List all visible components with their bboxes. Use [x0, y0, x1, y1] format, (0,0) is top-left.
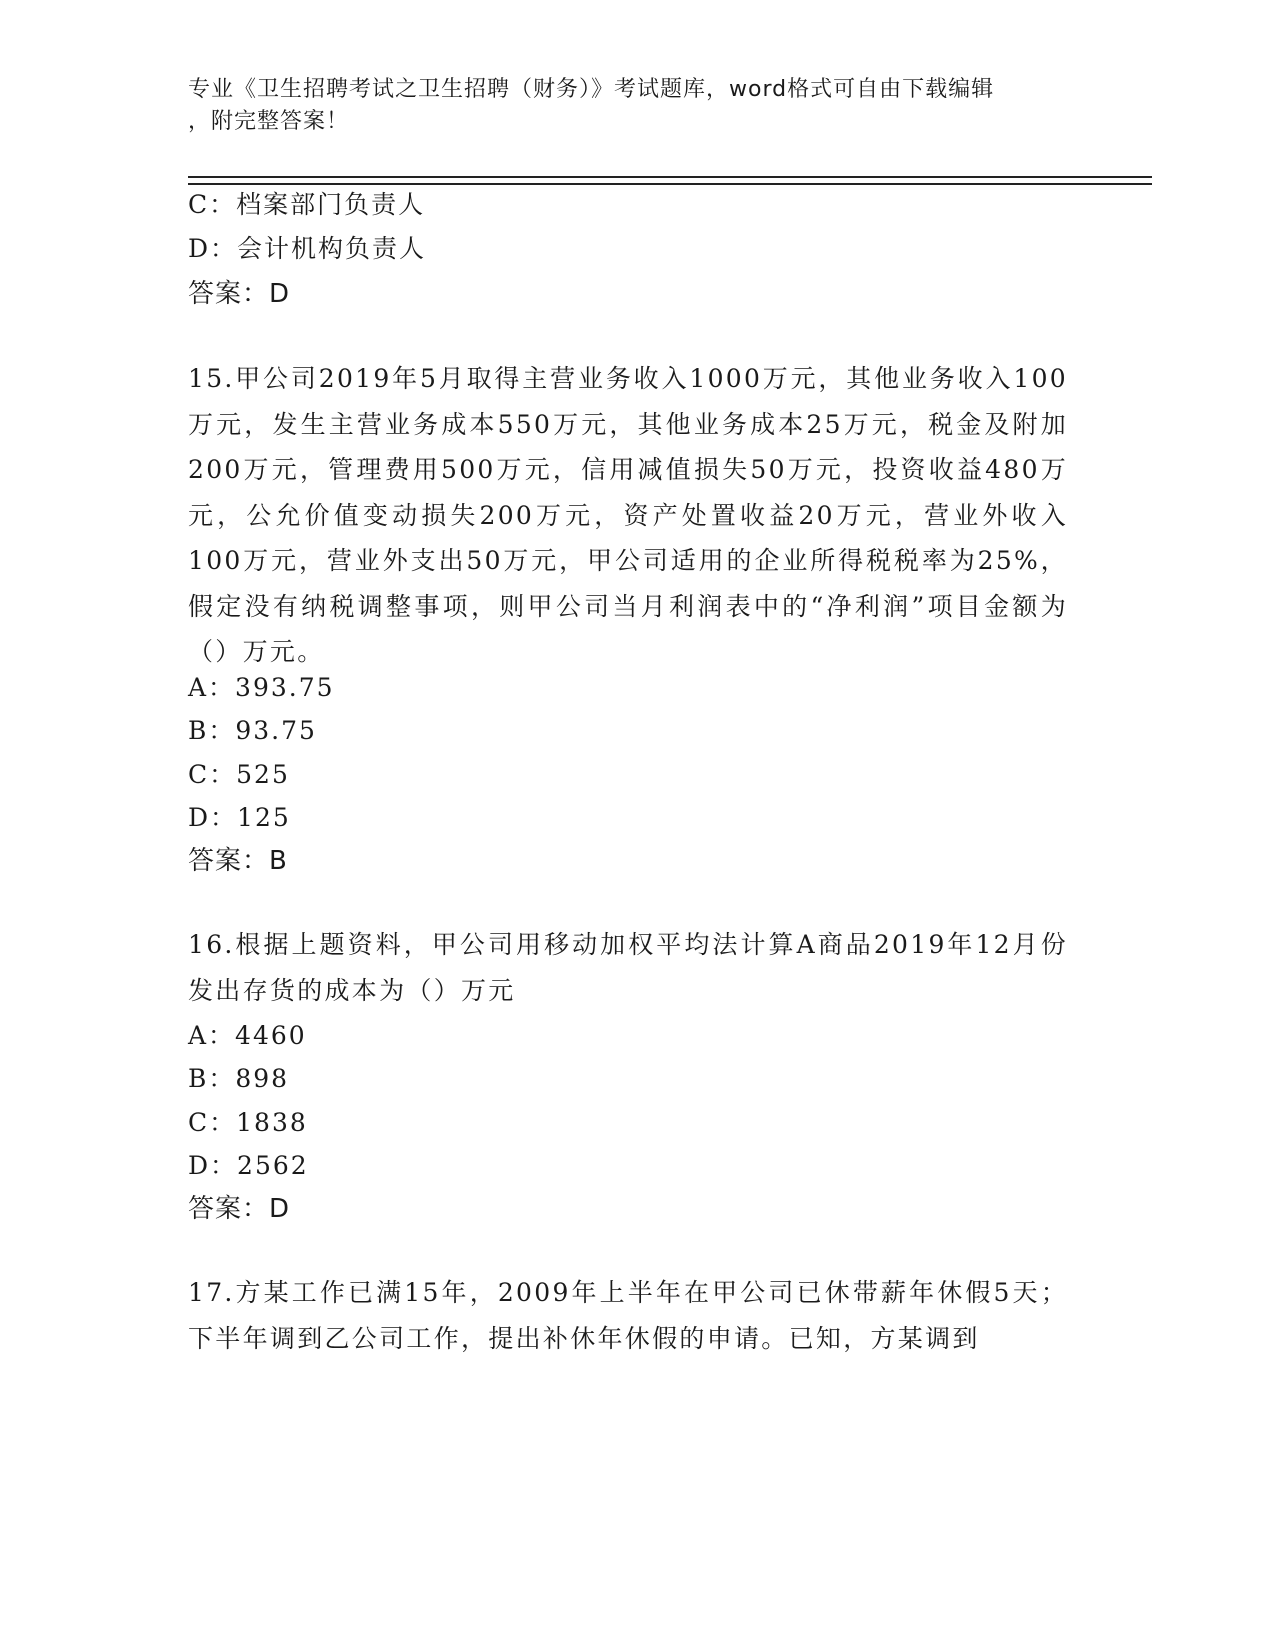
header-title-line: 专业《卫生招聘考试之卫生招聘（财务）》考试题库，word格式可自由下载编辑 — [188, 77, 995, 102]
header-subtitle-line: ，附完整答案！ — [188, 109, 350, 134]
document-header — [188, 74, 1068, 138]
q16-option-d: D：2562 — [188, 1151, 309, 1180]
q15-option-b: B：93.75 — [188, 716, 317, 745]
header-divider-top — [188, 176, 1152, 178]
q16-option-a: A：4460 — [188, 1021, 307, 1050]
q17-stem: 17.方某工作已满15年，2009年上半年在甲公司已休带薪年休假5天；下半年调到乙公司工作，提出补休年休假的申请。已知，方某调到 — [188, 1278, 1068, 1353]
q15-option-d: D：125 — [188, 803, 291, 832]
q14-option-c: C：档案部门负责人 — [188, 190, 426, 219]
q16-option-b: B：898 — [188, 1064, 290, 1093]
q16-stem: 16.根据上题资料，甲公司用移动加权平均法计算A商品2019年12月份发出存货的成本为（）万元 — [188, 930, 1068, 1005]
q15-answer: 答案：B — [188, 846, 288, 876]
q15-option-a: A：393.75 — [188, 673, 335, 702]
q14-answer: 答案：D — [188, 279, 291, 309]
q14-option-d: D：会计机构负责人 — [188, 234, 427, 263]
q16-answer: 答案：D — [188, 1194, 291, 1224]
q15-stem: 15.甲公司2019年5月取得主营业务收入1000万元，其他业务收入100万元，发生主营业务成本550万元，其他业务成本25万元，税金及附加200万元，管理费用500万元，信用减值损失50万元，投资收益480万元，公允价值变动损失200万元，资产处置收益20万元，营业外收入100万元，营业外支出50万元，甲公司适用的企业所得税税率为25%，假定没有纳税调整事项，则甲公司当月利润表中的“净利润”项目金额为（）万元。 — [188, 364, 1068, 666]
q16-option-c: C：1838 — [188, 1108, 308, 1137]
q15-option-c: C：525 — [188, 760, 290, 789]
